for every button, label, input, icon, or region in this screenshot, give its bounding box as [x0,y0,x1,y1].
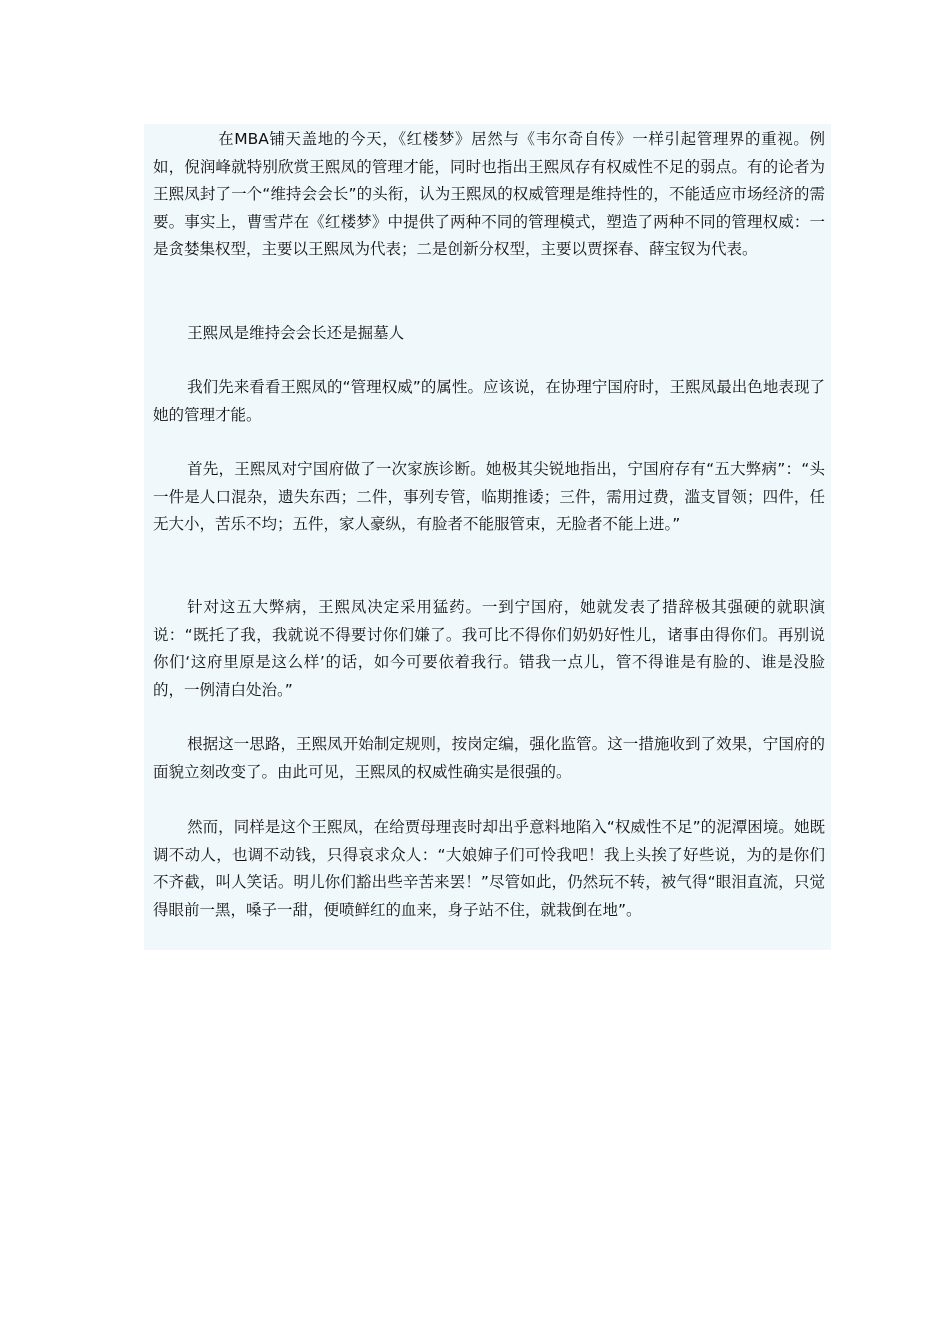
article-paragraph-intro: 在MBA铺天盖地的今天，《红楼梦》居然与《韦尔奇自传》一样引起管理界的重视。例如，倪润峰就特别欣赏王熙凤的管理才能，同时也指出王熙凤存有权威性不足的弱点。有的论者为王熙凤封了一个“维持会会长”的头衔，认为王熙凤的权威管理是维持性的，不能适应市场经济的需要。事实上，曹雪芹在《红楼梦》中提供了两种不同的管理模式，塑造了两种不同的管理权威：一是贪婪集权型，主要以王熙凤为代表；二是创新分权型，主要以贾探春、薛宝钗为代表。 [153,130,825,259]
article-subheading: 王熙凤是维持会会长还是掘墓人 [187,324,405,342]
article-paragraph: 然而，同样是这个王熙凤，在给贾母理丧时却出乎意料地陷入“权威性不足”的泥潭困境。她既调不动人，也调不动钱，只得哀求众人：“大娘婶子们可怜我吧！我上头挨了好些说，为的是你们不齐截，叫人笑话。明儿你们豁出些辛苦来罢！”尽管如此，仍然玩不转，被气得“眼泪直流，只觉得眼前一黑，嗓子一甜，便喷鲜红的血来，身子站不住，就栽倒在地”。 [153,818,825,919]
article-paragraph: 根据这一思路，王熙凤开始制定规则，按岗定编，强化监管。这一措施收到了效果，宁国府的面貌立刻改变了。由此可见，王熙凤的权威性确实是很强的。 [153,735,825,781]
article-paragraph: 我们先来看看王熙凤的“管理权威”的属性。应该说，在协理宁国府时，王熙凤最出色地表现了她的管理才能。 [153,378,825,424]
article-paragraph: 针对这五大弊病，王熙凤决定采用猛药。一到宁国府，她就发表了措辞极其强硬的就职演说：“既托了我，我就说不得要讨你们嫌了。我可比不得你们奶奶好性儿，诸事由得你们。再别说你们‘这府里原是这么样’的话，如今可要依着我行。错我一点儿，管不得谁是有脸的、谁是没脸的，一例清白处治。” [153,598,825,699]
article-container [144,124,831,950]
article-paragraph: 首先，王熙凤对宁国府做了一次家族诊断。她极其尖锐地指出，宁国府存有“五大弊病”：“头一件是人口混杂，遗失东西；二件，事列专管，临期推诿；三件，需用过费，滥支冒领；四件，任无大小，苦乐不均；五件，家人豪纵，有脸者不能服管束，无脸者不能上进。” [153,460,825,534]
